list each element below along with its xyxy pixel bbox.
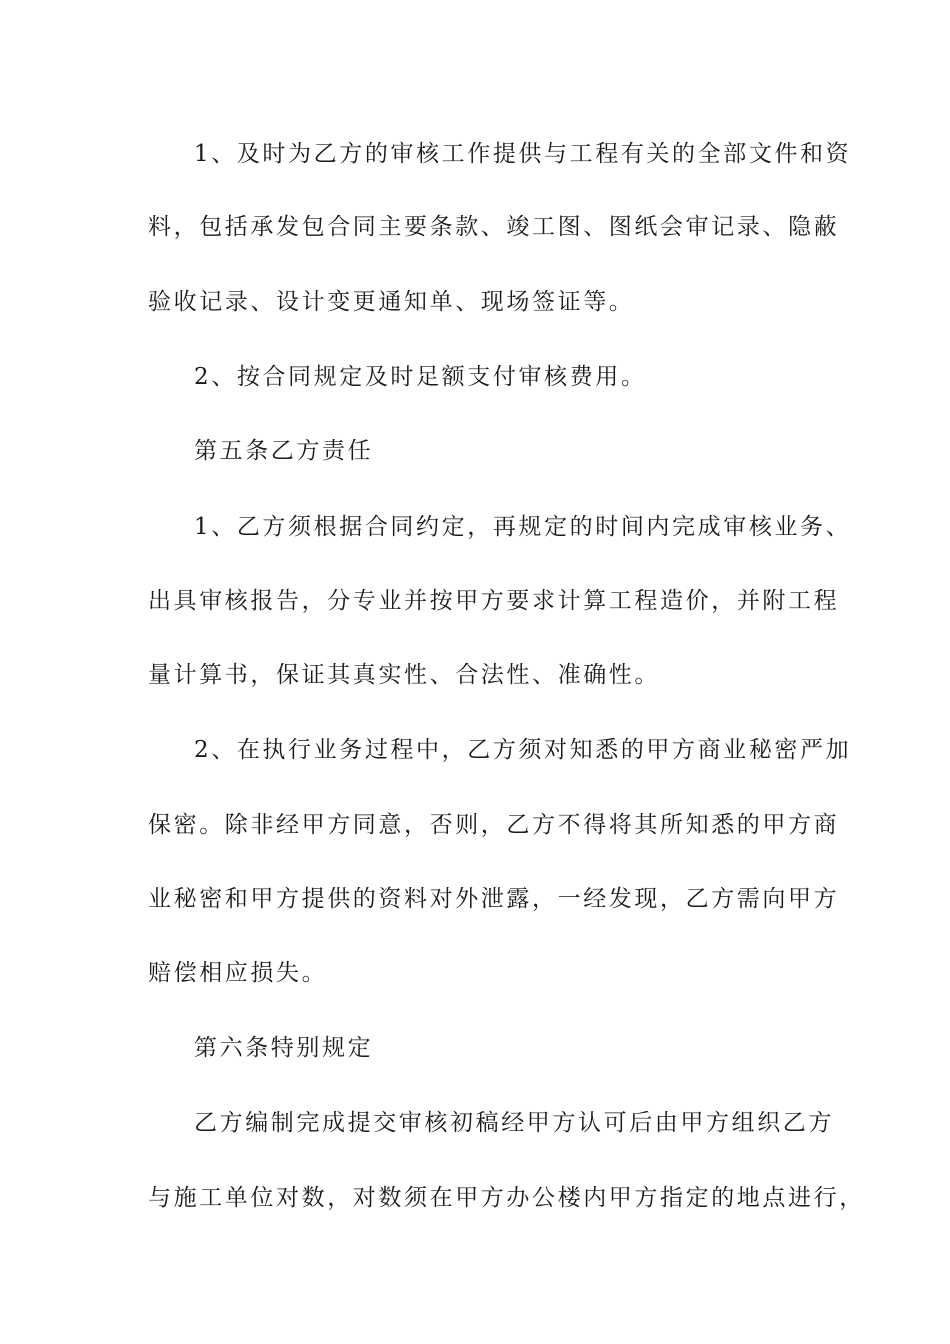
paragraph-line: 赔偿相应损失。 <box>148 960 328 986</box>
section-heading: 第六条特别规定 <box>194 1035 374 1061</box>
paragraph-line: 业秘密和甲方提供的资料对外泄露，一经发现，乙方需向甲方 <box>148 886 840 912</box>
paragraph-line: 1、及时为乙方的审核工作提供与工程有关的全部文件和资 <box>194 141 852 167</box>
paragraph-line: 与施工单位对数，对数须在甲方办公楼内甲方指定的地点进行， <box>148 1185 865 1211</box>
paragraph-line: 量计算书，保证其真实性、合法性、准确性。 <box>148 662 660 688</box>
paragraph-line: 2、在执行业务过程中，乙方须对知悉的甲方商业秘密严加 <box>194 737 852 763</box>
section-heading: 第五条乙方责任 <box>194 438 374 464</box>
paragraph-line: 乙方编制完成提交审核初稿经甲方认可后由甲方组织乙方 <box>194 1110 834 1136</box>
paragraph-line: 出具审核报告，分专业并按甲方要求计算工程造价，并附工程 <box>148 588 840 614</box>
paragraph-line: 料，包括承发包合同主要条款、竣工图、图纸会审记录、隐蔽 <box>148 214 840 240</box>
paragraph-line: 保密。除非经甲方同意，否则，乙方不得将其所知悉的甲方商 <box>148 812 840 838</box>
paragraph-line: 验收记录、设计变更通知单、现场签证等。 <box>148 289 635 315</box>
paragraph-line: 1、乙方须根据合同约定，再规定的时间内完成审核业务、 <box>194 514 852 540</box>
paragraph-line: 2、按合同规定及时足额支付审核费用。 <box>194 364 647 390</box>
